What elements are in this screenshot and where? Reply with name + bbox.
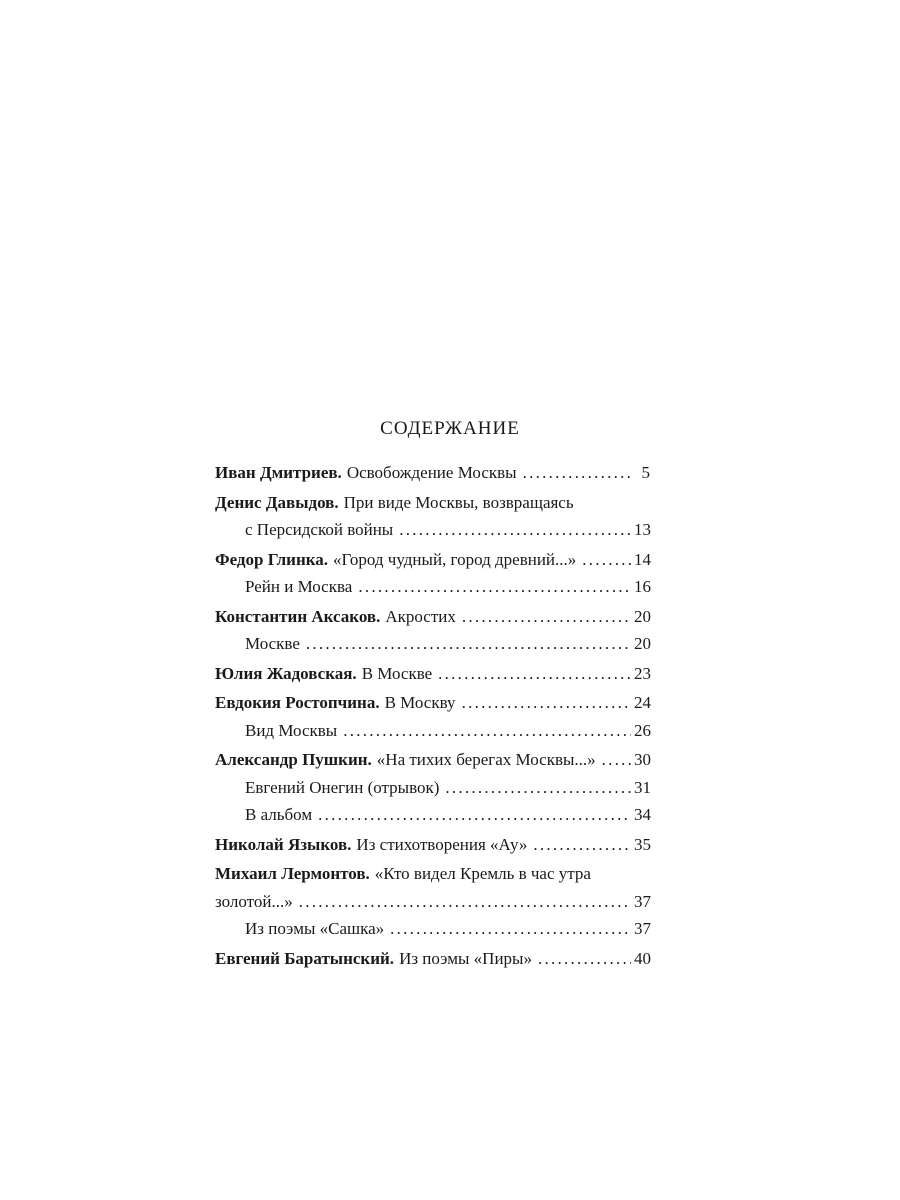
toc-entry[interactable] [215,689,650,717]
toc-entry[interactable] [215,888,650,916]
toc-entry[interactable] [215,831,650,859]
toc-author: Михаил Лермонтов. [215,864,370,883]
page-title: СОДЕРЖАНИЕ [380,418,520,439]
toc-work-title: Москве [245,634,300,653]
toc-page-number: 30 [634,750,651,769]
toc-entry[interactable] [215,516,650,544]
toc-author: Юлия Жадовская. [215,663,357,683]
toc-page-number: 26 [634,720,651,740]
toc-entry[interactable] [215,860,650,888]
toc-page-number: 40 [634,948,651,968]
toc-entry[interactable] [215,603,650,631]
leader-dots [533,831,631,859]
toc-entry[interactable] [215,546,650,574]
toc-work-title: Акростих [385,606,456,626]
toc-work-title: Из поэмы «Пиры» [399,948,532,968]
leader-dots [538,945,631,973]
toc-entry[interactable] [215,774,650,802]
leader-dots [602,746,631,774]
toc-work-title: Вид Москвы [245,720,338,740]
toc-page-number: 34 [634,805,651,824]
leader-dots [299,888,631,916]
toc-work-title: «Кто видел Кремль в час утра [374,864,591,883]
toc-author: Иван Дмитриев. [215,463,342,482]
leader-dots [523,459,631,487]
toc-author: Николай Языков. [215,834,352,854]
toc-page-number: 37 [634,891,651,911]
leader-dots [462,603,631,631]
toc-work-title: При виде Москвы, возвращаясь [343,492,574,512]
toc-work-title: Рейн и Москва [245,577,353,596]
toc-work-title: В альбом [245,805,313,824]
leader-dots [445,774,631,802]
toc-page-number: 37 [634,919,651,938]
toc-page-number: 14 [634,549,651,569]
leader-dots [399,516,631,544]
toc-author: Константин Аксаков. [215,606,381,626]
leader-dots [582,546,631,574]
toc-entry[interactable] [215,945,650,973]
toc-work-title: В Москву [384,693,456,712]
toc-entry[interactable] [215,915,650,943]
toc-work-title: Евгений Онегин (отрывок) [245,777,440,797]
toc-page-number: 13 [634,520,651,539]
toc-page-number: 16 [634,577,651,596]
toc-author: Евгений Баратынский. [215,948,395,968]
toc-work-title: «Город чудный, город древний...» [333,549,577,569]
leader-dots [462,689,631,717]
toc-entry[interactable] [215,717,650,745]
toc-page-number: 24 [634,693,651,712]
toc-entry[interactable] [215,746,650,774]
toc-work-title: Из поэмы «Сашка» [245,919,385,938]
leader-dots [343,717,631,745]
toc-entry[interactable] [215,489,650,517]
toc-entry[interactable] [215,801,650,829]
toc-page-number: 20 [634,634,651,653]
toc-author: Федор Глинка. [215,549,329,569]
toc-work-title: В Москве [361,663,433,683]
toc-page-number: 31 [634,777,651,797]
toc-author: Денис Давыдов. [215,492,339,512]
table-of-contents [215,459,650,972]
toc-author: Александр Пушкин. [215,750,372,769]
leader-dots [358,573,631,601]
toc-entry[interactable] [215,630,650,658]
toc-work-title: золотой...» [215,891,293,911]
toc-page-number: 23 [634,663,651,683]
toc-work-title: Из стихотворения «Ау» [356,834,528,854]
toc-entry[interactable] [215,660,650,688]
toc-work-title: «На тихих берегах Москвы...» [376,750,596,769]
leader-dots [390,915,631,943]
toc-entry[interactable] [215,573,650,601]
toc-entry[interactable] [215,459,650,487]
toc-page-number: 5 [641,463,650,482]
toc-work-title: Освобождение Москвы [346,463,517,482]
toc-page-number: 35 [634,834,651,854]
toc-page-number: 20 [634,606,651,626]
toc-work-title: с Персидской войны [245,520,394,539]
leader-dots [438,660,631,688]
leader-dots [306,630,631,658]
toc-author: Евдокия Ростопчина. [215,693,380,712]
leader-dots [318,801,631,829]
